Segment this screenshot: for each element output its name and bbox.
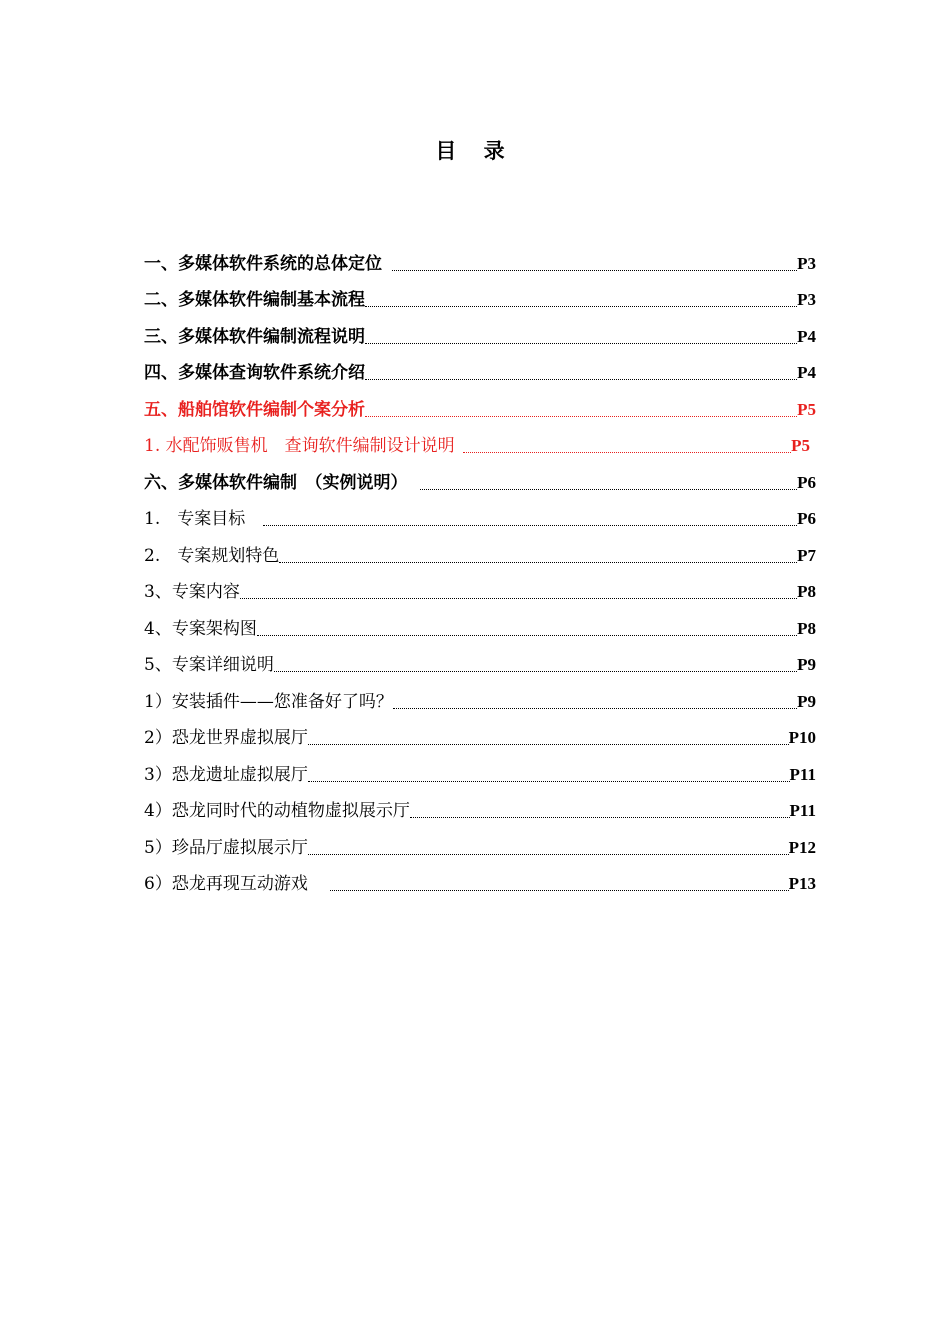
toc-entry-page: P5 bbox=[791, 436, 810, 455]
toc-entry-page: P12 bbox=[788, 838, 816, 857]
toc-entry-9[interactable] bbox=[144, 542, 816, 568]
toc-entry-14[interactable] bbox=[144, 724, 816, 750]
toc-entry-10[interactable] bbox=[144, 578, 816, 604]
toc-leader-dots bbox=[263, 525, 797, 526]
toc-entry-page: P5 bbox=[797, 400, 816, 419]
toc-entry-label: 2）恐龙世界虚拟展厅 bbox=[144, 728, 308, 748]
toc-entry-page: P10 bbox=[788, 728, 816, 747]
toc-entry-label: 一、多媒体软件系统的总体定位 bbox=[144, 254, 382, 274]
toc-entry-2[interactable] bbox=[144, 286, 816, 312]
toc-entry-3[interactable] bbox=[144, 323, 816, 349]
toc-entry-label: 4、专案架构图 bbox=[144, 619, 257, 639]
toc-leader-dots bbox=[308, 781, 790, 782]
toc-entry-6[interactable] bbox=[144, 432, 810, 458]
toc-entry-15[interactable] bbox=[144, 761, 816, 787]
toc-leader-dots bbox=[279, 562, 797, 563]
toc-entry-label: 六、多媒体软件编制 （实例说明） bbox=[144, 473, 408, 493]
toc-entry-page: P11 bbox=[789, 765, 816, 784]
toc-entry-page: P4 bbox=[797, 363, 816, 382]
toc-leader-dots bbox=[308, 744, 789, 745]
toc-leader-dots bbox=[274, 671, 797, 672]
toc-leader-dots bbox=[392, 270, 797, 271]
toc-leader-dots bbox=[365, 379, 797, 380]
page-title: 目 录 bbox=[435, 138, 515, 163]
toc-entry-18[interactable] bbox=[144, 870, 816, 896]
toc-entry-11[interactable] bbox=[144, 615, 816, 641]
toc-entry-label: 4）恐龙同时代的动植物虚拟展示厅 bbox=[144, 801, 410, 821]
toc-entry-page: P9 bbox=[797, 655, 816, 674]
toc-entry-label: 5）珍品厅虚拟展示厅 bbox=[144, 838, 308, 858]
toc-entry-page: P6 bbox=[797, 473, 816, 492]
toc-leader-dots bbox=[365, 306, 797, 307]
toc-entry-label: 五、船舶馆软件编制个案分析 bbox=[144, 400, 365, 420]
toc-entry-label: 5、专案详细说明 bbox=[144, 655, 274, 675]
toc-leader-dots bbox=[330, 890, 789, 891]
toc-entry-5[interactable] bbox=[144, 396, 816, 422]
toc-entry-1[interactable] bbox=[144, 250, 816, 276]
toc-leader-dots bbox=[240, 598, 797, 599]
toc-entry-label: 2. 专案规划特色 bbox=[144, 546, 280, 566]
toc-entry-16[interactable] bbox=[144, 797, 816, 823]
toc-entry-13[interactable] bbox=[144, 688, 816, 714]
toc-entry-label: 二、多媒体软件编制基本流程 bbox=[144, 290, 365, 310]
toc-entry-label: 1）安装插件——您准备好了吗？ bbox=[144, 692, 393, 712]
toc-entry-page: P4 bbox=[797, 327, 816, 346]
toc-leader-dots bbox=[365, 343, 797, 344]
toc-leader-dots bbox=[410, 817, 790, 818]
toc-entry-page: P6 bbox=[797, 509, 816, 528]
toc-entry-4[interactable] bbox=[144, 359, 816, 385]
toc-entry-page: P3 bbox=[797, 290, 816, 309]
toc-entry-page: P3 bbox=[797, 254, 816, 273]
toc-entry-7[interactable] bbox=[144, 469, 816, 495]
toc-entry-label: 6）恐龙再现互动游戏 bbox=[144, 874, 308, 894]
toc-entry-page: P8 bbox=[797, 619, 816, 638]
toc-leader-dots bbox=[257, 635, 797, 636]
toc-leader-dots bbox=[420, 489, 798, 490]
toc-entry-label: 3、专案内容 bbox=[144, 582, 240, 602]
toc-entry-page: P7 bbox=[797, 546, 816, 565]
toc-leader-dots bbox=[393, 708, 797, 709]
toc-entry-17[interactable] bbox=[144, 834, 816, 860]
toc-entry-12[interactable] bbox=[144, 651, 816, 677]
toc-entry-page: P8 bbox=[797, 582, 816, 601]
toc-leader-dots bbox=[463, 452, 791, 453]
toc-entry-page: P9 bbox=[797, 692, 816, 711]
toc-leader-dots bbox=[308, 854, 789, 855]
toc-entry-label: 3）恐龙遗址虚拟展厅 bbox=[144, 765, 308, 785]
toc-entry-8[interactable] bbox=[144, 505, 816, 531]
toc-entry-label: 1. 专案目标 bbox=[144, 509, 246, 529]
toc-leader-dots bbox=[365, 416, 797, 417]
toc-entry-page: P11 bbox=[789, 801, 816, 820]
toc-entry-page: P13 bbox=[788, 874, 816, 893]
toc-entry-label: 1. 水配饰贩售机 查询软件编制设计说明 bbox=[144, 436, 455, 456]
toc-entry-label: 四、多媒体查询软件系统介绍 bbox=[144, 363, 365, 383]
toc-entry-label: 三、多媒体软件编制流程说明 bbox=[144, 327, 365, 347]
